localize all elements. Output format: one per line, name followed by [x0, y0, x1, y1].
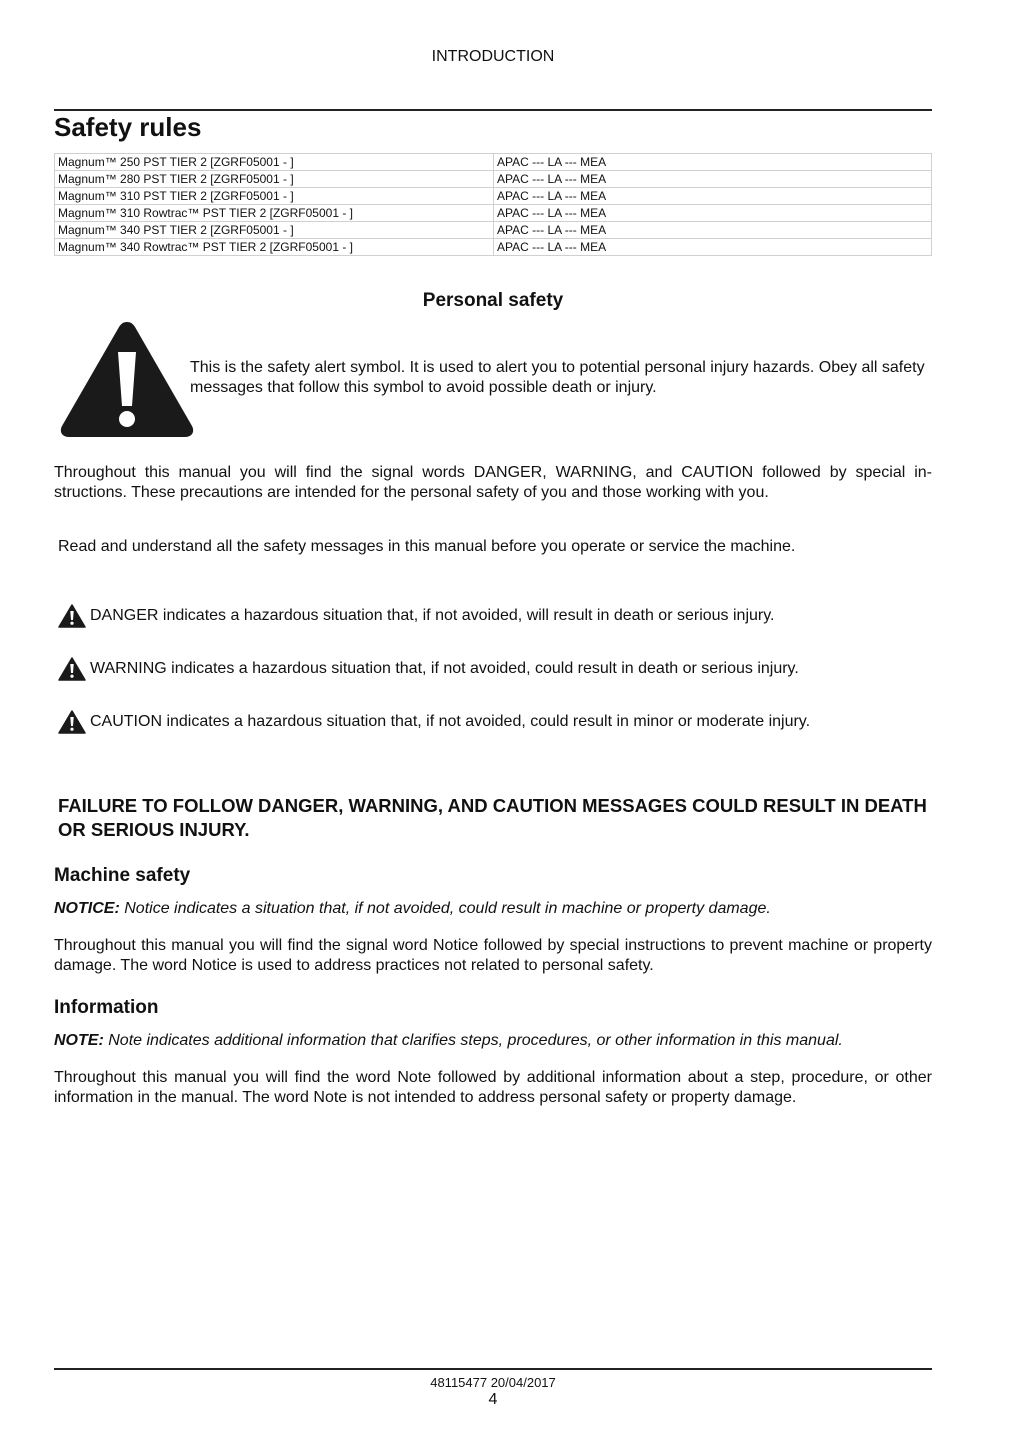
table-row: [55, 222, 932, 239]
information-paragraph: Throughout this manual you will find the word Note followed by additional information about a step, procedure, or other information in the manual. The word Note is not intended to address personal safety or property damage.: [54, 1069, 932, 1106]
caution-text: CAUTION indicates a hazardous situation that, if not avoided, could result in minor or moderate injury.: [90, 713, 811, 730]
page-title: Safety rules: [54, 112, 202, 142]
running-header: INTRODUCTION: [431, 48, 555, 65]
machine-safety-paragraph: Throughout this manual you will find the signal word Notice followed by special instructions to prevent machine or property damage. The word Notice is used to address practices not related to personal safety.: [54, 937, 932, 974]
model-cell: Magnum™ 340 Rowtrac™ PST TIER 2 [ZGRF05001 - ]: [55, 239, 494, 256]
notice-text: Notice indicates a situation that, if not avoided, could result in machine or property damage.: [124, 900, 771, 917]
information-heading: Information: [54, 997, 159, 1018]
table-row: [55, 239, 932, 256]
region-cell: APAC --- LA --- MEA: [494, 154, 932, 171]
danger-message: [58, 604, 775, 628]
table-row: [55, 205, 932, 222]
region-cell: APAC --- LA --- MEA: [494, 188, 932, 205]
note-line: [54, 1031, 932, 1051]
model-table: [54, 153, 932, 256]
failure-warning: FAILURE TO FOLLOW DANGER, WARNING, AND CAUTION MESSAGES COULD RESULT IN DEATH OR SERIOUS INJURY.: [58, 795, 927, 840]
warning-triangle-icon: [58, 657, 86, 681]
warning-message: [58, 657, 799, 681]
notice-line: [54, 899, 932, 919]
footer-rule: [54, 1368, 932, 1370]
caution-message: [58, 710, 810, 734]
signal-words-paragraph: Throughout this manual you will find the signal words DANGER, WARNING, and CAUTION followed by special in-structions. These precautions are intended for the personal safety of you and those working with you.: [54, 464, 932, 501]
region-cell: APAC --- LA --- MEA: [494, 171, 932, 188]
header-rule: [54, 109, 932, 111]
read-instruction: Read and understand all the safety messages in this manual before you operate or service the machine.: [58, 538, 796, 555]
alert-description: This is the safety alert symbol. It is used to alert you to potential personal injury hazards. Obey all safety messages that follow this symbol to avoid possible death or injury.: [190, 359, 925, 396]
model-cell: Magnum™ 340 PST TIER 2 [ZGRF05001 - ]: [55, 222, 494, 239]
note-label: NOTE:: [54, 1032, 104, 1049]
danger-text: DANGER indicates a hazardous situation that, if not avoided, will result in death or serious injury.: [90, 607, 775, 624]
notice-label: NOTICE:: [54, 900, 120, 917]
machine-safety-heading: Machine safety: [54, 865, 191, 886]
table-row: [55, 154, 932, 171]
region-cell: APAC --- LA --- MEA: [494, 205, 932, 222]
model-cell: Magnum™ 310 Rowtrac™ PST TIER 2 [ZGRF05001 - ]: [55, 205, 494, 222]
document-code: 48115477 20/04/2017: [430, 1375, 556, 1390]
safety-alert-icon: [58, 318, 196, 440]
region-cell: APAC --- LA --- MEA: [494, 222, 932, 239]
warning-text: WARNING indicates a hazardous situation that, if not avoided, could result in death or serious injury.: [90, 660, 799, 677]
model-cell: Magnum™ 280 PST TIER 2 [ZGRF05001 - ]: [55, 171, 494, 188]
model-cell: Magnum™ 310 PST TIER 2 [ZGRF05001 - ]: [55, 188, 494, 205]
warning-triangle-icon: [58, 604, 86, 628]
model-cell: Magnum™ 250 PST TIER 2 [ZGRF05001 - ]: [55, 154, 494, 171]
table-row: [55, 188, 932, 205]
region-cell: APAC --- LA --- MEA: [494, 239, 932, 256]
note-text: Note indicates additional information that clarifies steps, procedures, or other information in this manual.: [108, 1032, 843, 1049]
warning-triangle-icon: [58, 710, 86, 734]
table-row: [55, 171, 932, 188]
page-number: 4: [488, 1391, 498, 1408]
personal-safety-heading: Personal safety: [422, 290, 564, 311]
